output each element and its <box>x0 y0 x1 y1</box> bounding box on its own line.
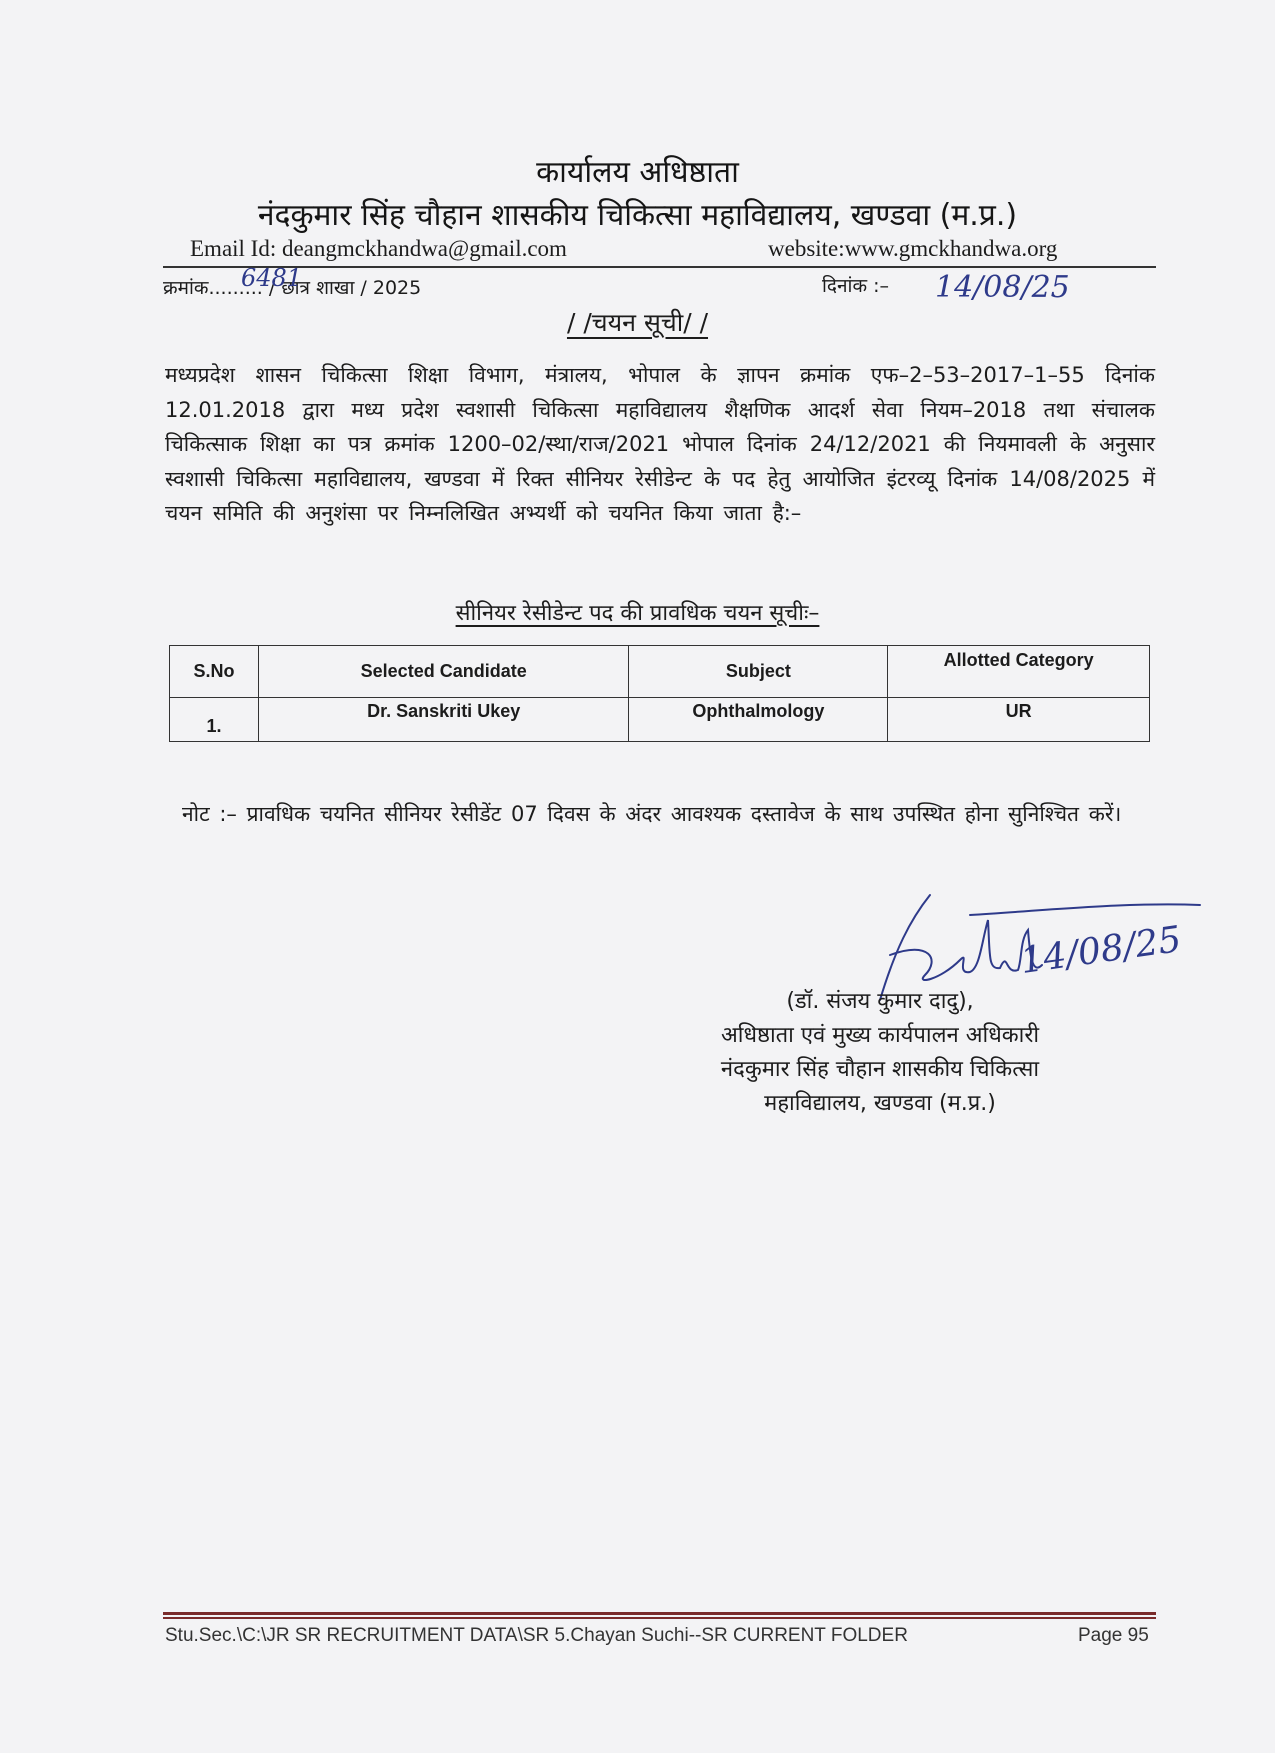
selection-list-heading <box>0 305 1275 339</box>
signature-date: 14/08/25 <box>1017 918 1184 983</box>
signatory-institution-place: महाविद्यालय, खण्डवा (म.प्र.) <box>764 1091 996 1116</box>
email-address: Email Id: deangmckhandwa@gmail.com <box>190 236 567 261</box>
reference-suffix: / छात्र शाखा / 2025 <box>268 277 422 299</box>
footer-page-number: Page 95 <box>1078 1625 1149 1646</box>
footer-rule <box>163 1612 1156 1615</box>
provisional-list-heading <box>0 597 1275 627</box>
table-header-cell: Selected Candidate <box>258 646 629 698</box>
college-name: नंदकुमार सिंह चौहान शासकीय चिकित्सा महाविद्यालय, खण्डवा (म.प्र.) <box>257 198 1018 233</box>
footer-file-path: Stu.Sec.\C:\JR SR RECRUITMENT DATA\SR 5.Chayan Suchi--SR CURRENT FOLDER <box>165 1625 908 1646</box>
selection-table <box>169 645 1150 742</box>
reference-number <box>163 264 422 300</box>
signatory-name: (डॉ. संजय कुमार दादु), <box>786 989 974 1014</box>
table-header-row <box>170 646 1150 698</box>
body-paragraph: मध्यप्रदेश शासन चिकित्सा शिक्षा विभाग, मंत्रालय, भोपाल के ज्ञापन क्रमांक एफ–2–53–2017–1–55 दिनांक 12.01.2018 द्वारा मध्य प्रदेश स्वशासी चिकित्सा महाविद्यालय शैक्षणिक आदर्श सेवा नियम–2018 तथा संचालक चिकित्साक शिक्षा का पत्र क्रमांक 1200–02/स्था/राज/2021 भोपाल दिनांक 24/12/2021 की नियमावली के अनुसार स्वशासी चिकित्सा महाविद्यालय, खण्डवा में रिक्त सीनियर रेसीडेन्ट के पद हेतु आयोजित इंटरव्यू दिनांक 14/08/2025 में चयन समिति की अनुशंसा पर निम्नलिखित अभ्यर्थी को चयनित किया जाता है:– <box>165 363 1155 525</box>
table-header-cell: S.No <box>170 646 259 698</box>
website-address: website:www.gmckhandwa.org <box>768 236 1058 261</box>
footer-rule-thin <box>163 1617 1156 1619</box>
signatory-designation: अधिष्ठाता एवं मुख्य कार्यपालन अधिकारी <box>720 1023 1040 1048</box>
table-cell: Ophthalmology <box>629 698 888 742</box>
provisional-list-heading-text: सीनियर रेसीडेन्ट पद की प्रावधिक चयन सूचीः– <box>455 601 820 626</box>
reference-handwritten-number: 6481 <box>241 264 303 292</box>
table-cell: Dr. Sanskriti Ukey <box>258 698 629 742</box>
table-header-cell: Subject <box>629 646 888 698</box>
table-cell: UR <box>888 698 1150 742</box>
table-row <box>170 698 1150 742</box>
note-text: नोट :– प्रावधिक चयनित सीनियर रेसीडेंट 07 दिवस के अंदर आवश्यक दस्तावेज के साथ उपस्थित होना सुनिश्चित करें। <box>182 802 1122 826</box>
handwritten-date: 14/08/25 <box>935 270 1070 305</box>
date-label: दिनांक :– <box>822 275 890 297</box>
table-cell: 1. <box>170 698 259 742</box>
signatory-institution: नंदकुमार सिंह चौहान शासकीय चिकित्सा <box>720 1057 1040 1082</box>
selection-list-heading-text: / /चयन सूची/ / <box>566 308 709 337</box>
reference-prefix: क्रमांक......... <box>163 277 263 299</box>
header-divider <box>163 266 1156 268</box>
table-header-cell: Allotted Category <box>888 646 1150 698</box>
office-title: कार्यालय अधिष्ठाता <box>536 155 739 190</box>
